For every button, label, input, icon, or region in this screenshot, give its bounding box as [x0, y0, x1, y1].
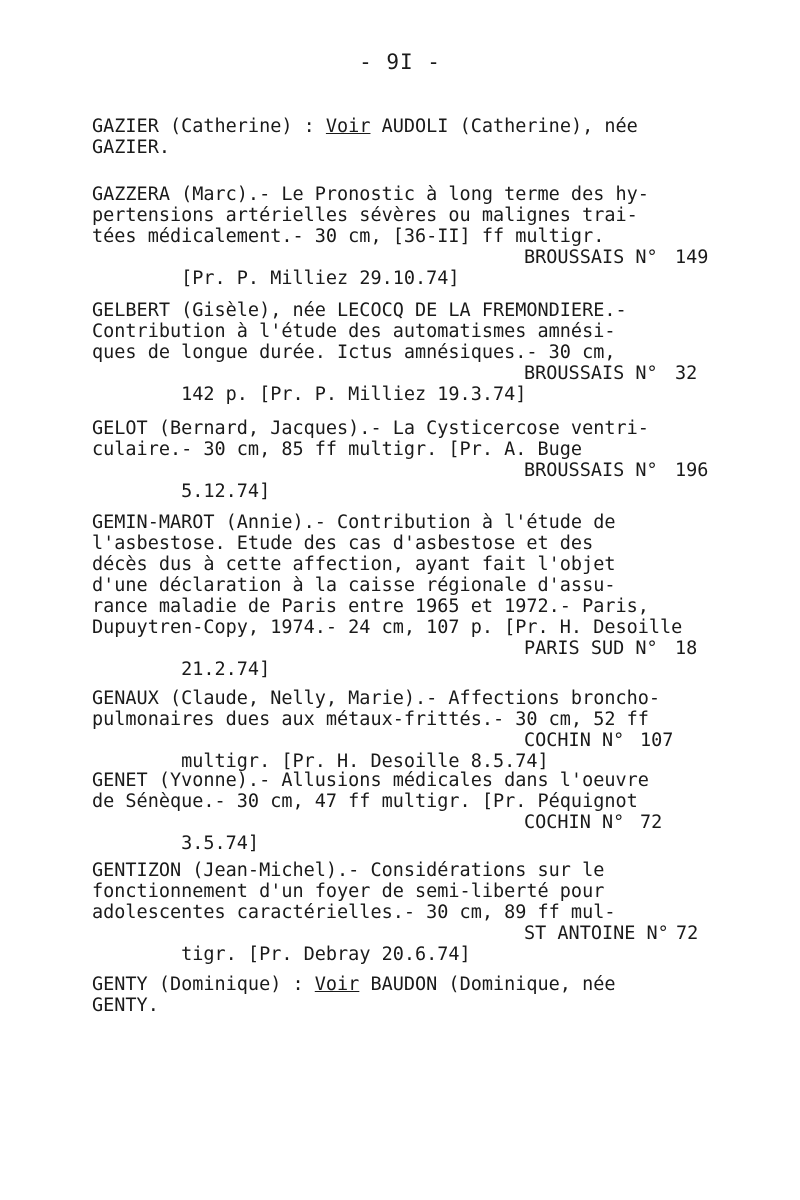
entry-line: pulmonaires dues aux métaux-frittés.- 30 cm, 52 ff [92, 709, 649, 730]
voir-link: Voir [314, 974, 360, 995]
entry-line: 142 p. [Pr. P. Milliez 19.3.74] BROUSSAIS N° 32 [181, 363, 698, 405]
catalog-entry [92, 860, 699, 965]
catalog-entry [92, 300, 698, 405]
entry-line: GAZZERA (Marc).- Le Pronostic à long terme des hy- [92, 184, 649, 205]
location-label: COCHIN N° [524, 730, 625, 751]
location-label: ST ANTOINE N° [524, 923, 669, 944]
entry-line: 3.5.74] COCHIN N° 72 [181, 812, 663, 854]
entry-line: Contribution à l'étude des automatismes amnési- [92, 321, 616, 342]
entry-line: 21.2.74] PARIS SUD N° 18 [181, 638, 698, 680]
entry-line: multigr. [Pr. H. Desoille 8.5.74] COCHIN N° 107 [181, 730, 674, 772]
catalog-entry [92, 512, 698, 680]
entry-line: culaire.- 30 cm, 85 ff multigr. [Pr. A. Buge [92, 439, 583, 460]
entry-line: pertensions artérielles sévères ou malignes trai- [92, 205, 638, 226]
entry-line: GENTIZON (Jean-Michel).- Considérations sur le [92, 860, 605, 881]
page-number: - 9I - [359, 50, 441, 74]
entry-line: GENET (Yvonne).- Allusions médicales dans l'oeuvre [92, 770, 649, 791]
thesis-number: 196 [675, 460, 709, 481]
entry-line: rance maladie de Paris entre 1965 et 1972.- Paris, [92, 596, 649, 617]
entry-line: fonctionnement d'un foyer de semi-liberté pour [92, 881, 605, 902]
entry-line: d'une déclaration à la caisse régionale d'assu- [92, 575, 616, 596]
entry-line: GENTY. [92, 995, 159, 1016]
entry-line: 5.12.74] BROUSSAIS N° 196 [181, 460, 709, 502]
thesis-number: 18 [675, 638, 698, 659]
entry-line: GEMIN-MAROT (Annie).- Contribution à l'étude de [92, 512, 616, 533]
catalog-entry [92, 184, 709, 289]
entry-line: GELOT (Bernard, Jacques).- La Cysticercose ventri- [92, 418, 649, 439]
entry-line: adolescentes caractérielles.- 30 cm, 89 ff mul- [92, 902, 616, 923]
location-label: BROUSSAIS N° [524, 363, 658, 384]
location-label: COCHIN N° [524, 812, 625, 833]
voir-link: Voir [325, 116, 371, 137]
thesis-number: 149 [675, 247, 709, 268]
catalog-entry [92, 688, 674, 772]
entry-line: tigr. [Pr. Debray 20.6.74] ST ANTOINE N° 72 [181, 923, 699, 965]
entry-line: [Pr. P. Milliez 29.10.74] BROUSSAIS N° 149 [181, 247, 709, 289]
entry-line: l'asbestose. Etude des cas d'asbestose et des [92, 533, 594, 554]
entry-line: décès dus à cette affection, ayant fait l'objet [92, 554, 616, 575]
entry-line: GAZIER (Catherine) : Voir AUDOLI (Catherine), née [92, 116, 638, 137]
catalog-entry [92, 974, 616, 1016]
location-label: BROUSSAIS N° [524, 460, 658, 481]
entry-line: GENTY (Dominique) : Voir BAUDON (Dominique, née [92, 974, 616, 995]
entry-line: GAZIER. [92, 137, 170, 158]
catalog-entry [92, 418, 709, 502]
thesis-number: 32 [675, 363, 698, 384]
location-label: PARIS SUD N° [524, 638, 658, 659]
entry-line: tées médicalement.- 30 cm, [36-II] ff multigr. [92, 226, 605, 247]
catalog-entry [92, 116, 638, 158]
catalog-entry [92, 770, 663, 854]
entry-line: ques de longue durée. Ictus amnésiques.- 30 cm, [92, 342, 616, 363]
entry-line: de Sénèque.- 30 cm, 47 ff multigr. [Pr. Péquignot [92, 791, 638, 812]
thesis-number: 72 [640, 812, 663, 833]
entry-line: Dupuytren-Copy, 1974.- 24 cm, 107 p. [Pr. H. Desoille [92, 617, 683, 638]
location-label: BROUSSAIS N° [524, 247, 658, 268]
entry-line: GENAUX (Claude, Nelly, Marie).- Affections broncho- [92, 688, 661, 709]
thesis-number: 107 [640, 730, 674, 751]
thesis-number: 72 [676, 923, 699, 944]
entry-line: GELBERT (Gisèle), née LECOCQ DE LA FREMONDIERE.- [92, 300, 627, 321]
